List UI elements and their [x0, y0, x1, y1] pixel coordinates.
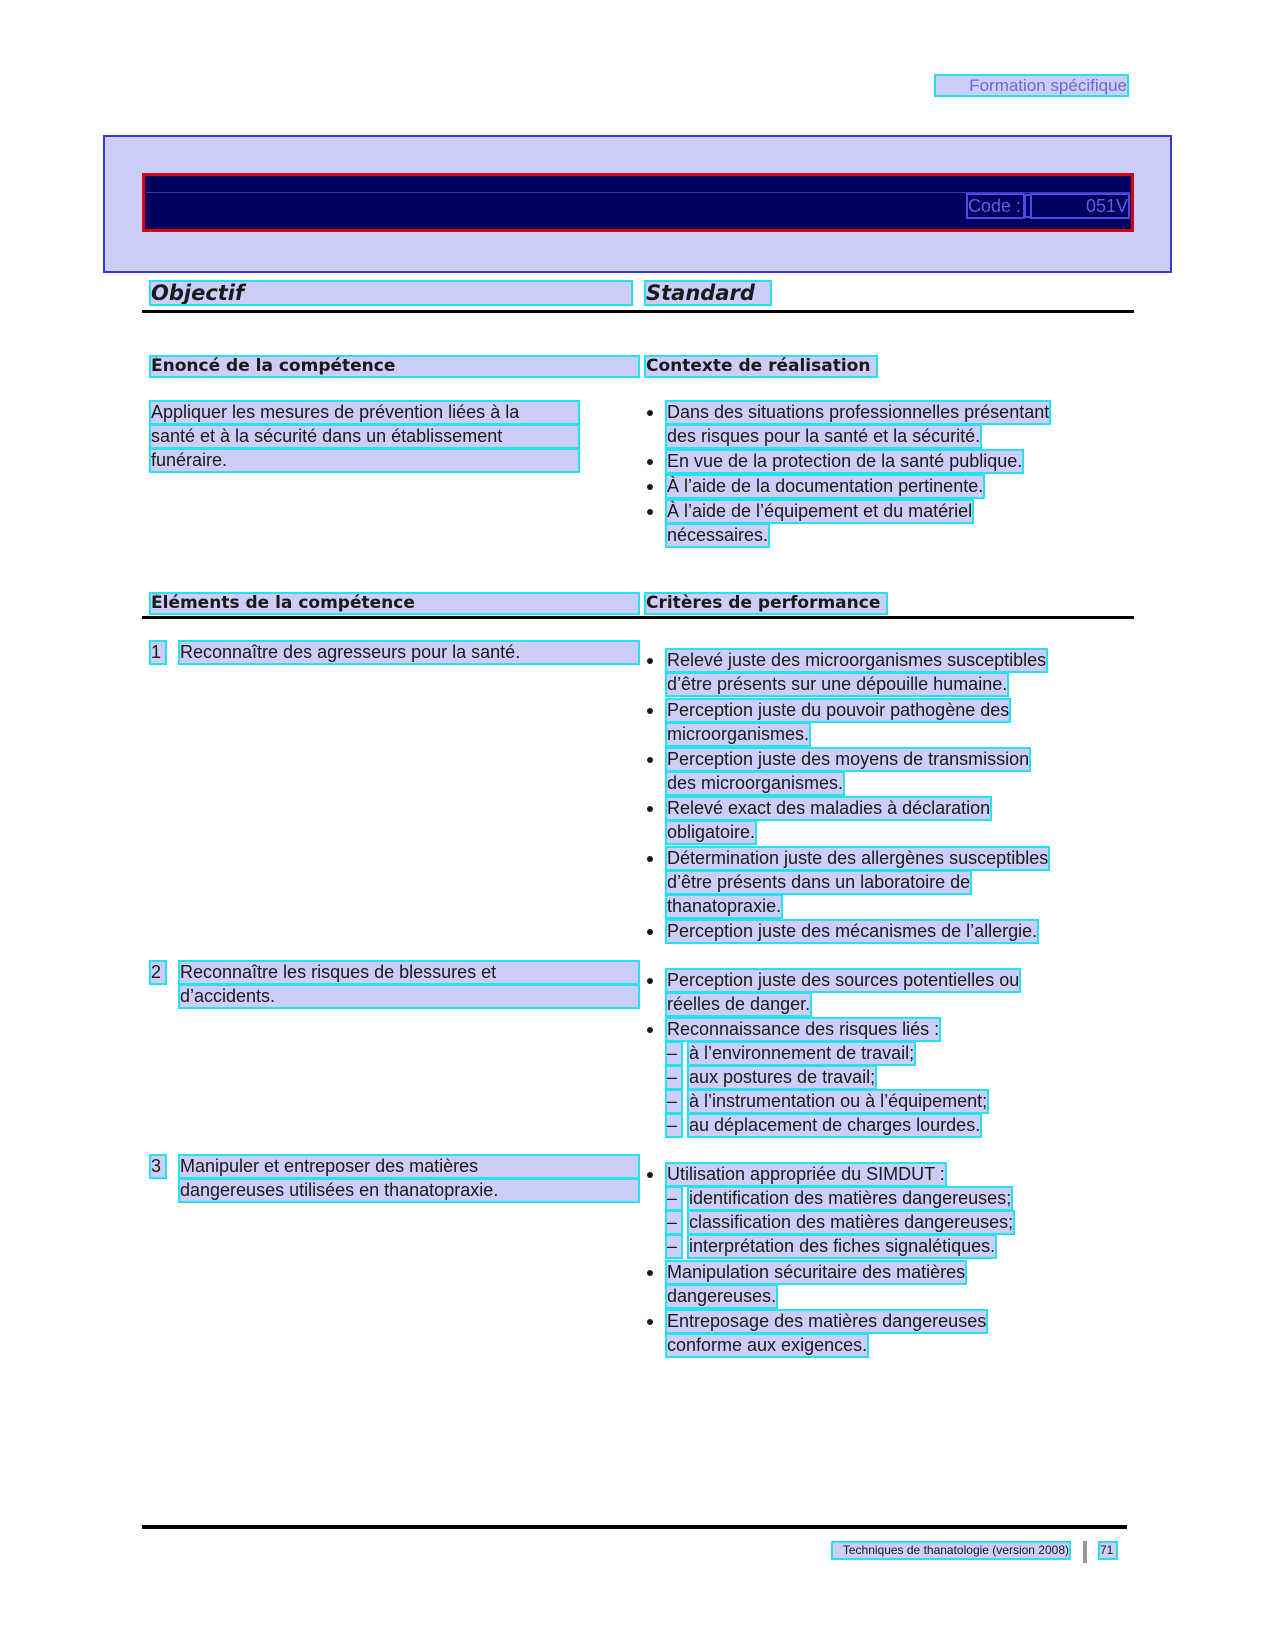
- bullet-icon: [647, 410, 653, 416]
- criterion-line: d’être présents dans un laboratoire de: [667, 872, 971, 892]
- statement-heading: Énoncé de la compétence: [151, 357, 638, 376]
- element-line: dangereuses utilisées en thanatopraxie.: [180, 1180, 638, 1201]
- dash-icon: –: [667, 1188, 681, 1209]
- bullet-icon: [647, 484, 653, 490]
- running-header: Formation spécifique: [936, 76, 1127, 95]
- code-label: Code :: [968, 196, 1022, 216]
- context-bullet-line: nécessaires.: [667, 525, 769, 545]
- criterion-line: des microorganismes.: [667, 773, 844, 793]
- dash-icon: –: [667, 1043, 681, 1064]
- criterion-line: dangereuses.: [667, 1286, 777, 1306]
- dash-icon: –: [667, 1067, 681, 1088]
- context-bullet-line: des risques pour la santé et la sécurité.: [667, 426, 981, 446]
- dash-icon: –: [667, 1236, 681, 1257]
- criterion-line: Détermination juste des allergènes susceptibles: [667, 848, 1049, 868]
- bullet-icon: [647, 459, 653, 465]
- criteria-heading: Critères de performance: [646, 594, 886, 613]
- criterion-line: Relevé juste des microorganismes susceptibles: [667, 650, 1047, 670]
- element-line: Reconnaître des agresseurs pour la santé.: [180, 642, 638, 663]
- element-number: 1: [151, 642, 165, 663]
- code-separator: [1026, 196, 1030, 216]
- bullet-icon: [647, 1027, 653, 1033]
- bullet-icon: [647, 708, 653, 714]
- criterion-line: microorganismes.: [667, 724, 810, 744]
- elements-heading: Éléments de la compétence: [151, 594, 638, 613]
- element-line: Manipuler et entreposer des matières: [180, 1156, 638, 1177]
- element-number: 3: [151, 1156, 165, 1177]
- criterion-line: obligatoire.: [667, 822, 756, 842]
- statement-line: Appliquer les mesures de prévention liées à la: [151, 402, 578, 423]
- bullet-icon: [647, 1270, 653, 1276]
- context-bullet-line: Dans des situations professionnelles présentant: [667, 402, 1050, 422]
- criterion-line: Reconnaissance des risques liés :: [667, 1019, 940, 1039]
- context-bullet-line: En vue de la protection de la santé publique.: [667, 451, 1023, 471]
- criterion-subitem: interprétation des fiches signalétiques.: [689, 1236, 996, 1256]
- criterion-subitem: au déplacement de charges lourdes.: [689, 1115, 981, 1135]
- dash-icon: –: [667, 1212, 681, 1233]
- criterion-line: Perception juste du pouvoir pathogène des: [667, 700, 1010, 720]
- criterion-line: Perception juste des moyens de transmission: [667, 749, 1030, 769]
- standard-title: Standard: [646, 282, 770, 304]
- statement-line: funéraire.: [151, 450, 578, 471]
- footer-rule: [142, 1525, 1127, 1529]
- criterion-line: d’être présents sur une dépouille humaine.: [667, 674, 1008, 694]
- section-rule: [142, 310, 1134, 313]
- bullet-icon: [647, 1319, 653, 1325]
- context-bullet-line: À l’aide de la documentation pertinente.: [667, 476, 984, 496]
- bullet-icon: [647, 856, 653, 862]
- criterion-line: Relevé exact des maladies à déclaration: [667, 798, 991, 818]
- context-bullet-line: À l’aide de l’équipement et du matériel: [667, 501, 973, 521]
- element-line: Reconnaître les risques de blessures et: [180, 962, 638, 983]
- criterion-subitem: identification des matières dangereuses;: [689, 1188, 1012, 1208]
- bullet-icon: [647, 1172, 653, 1178]
- elements-rule: [142, 616, 1134, 619]
- element-line: d’accidents.: [180, 986, 638, 1007]
- dash-icon: –: [667, 1091, 681, 1112]
- element-number: 2: [151, 962, 165, 983]
- bullet-icon: [647, 929, 653, 935]
- objective-title: Objectif: [151, 282, 631, 304]
- footer-separator: [1083, 1541, 1087, 1563]
- criterion-line: thanatopraxie.: [667, 896, 782, 916]
- criterion-subitem: aux postures de travail;: [689, 1067, 876, 1087]
- criterion-subitem: à l’environnement de travail;: [689, 1043, 915, 1063]
- bullet-icon: [647, 978, 653, 984]
- criterion-line: Manipulation sécuritaire des matières: [667, 1262, 966, 1282]
- criterion-line: Entreposage des matières dangereuses: [667, 1311, 987, 1331]
- dash-icon: –: [667, 1115, 681, 1136]
- criterion-line: Perception juste des sources potentielles ou: [667, 970, 1020, 990]
- statement-line: santé et à la sécurité dans un établissement: [151, 426, 578, 447]
- code-bar-divider: [146, 192, 1130, 193]
- bullet-icon: [647, 658, 653, 664]
- context-heading: Contexte de réalisation: [646, 357, 876, 376]
- bullet-icon: [647, 509, 653, 515]
- footer-program: Techniques de thanatologie (version 2008): [833, 1543, 1069, 1558]
- criterion-line: Utilisation appropriée du SIMDUT :: [667, 1164, 945, 1184]
- bullet-icon: [647, 757, 653, 763]
- criterion-line: conforme aux exigences.: [667, 1335, 868, 1355]
- criterion-subitem: classification des matières dangereuses;: [689, 1212, 1014, 1232]
- bullet-icon: [647, 806, 653, 812]
- criterion-line: réelles de danger.: [667, 994, 811, 1014]
- criterion-subitem: à l’instrumentation ou à l’équipement;: [689, 1091, 988, 1111]
- page-number: 71: [1100, 1543, 1116, 1558]
- criterion-line: Perception juste des mécanismes de l’allergie.: [667, 921, 1038, 941]
- code-value: 051V: [1032, 195, 1128, 217]
